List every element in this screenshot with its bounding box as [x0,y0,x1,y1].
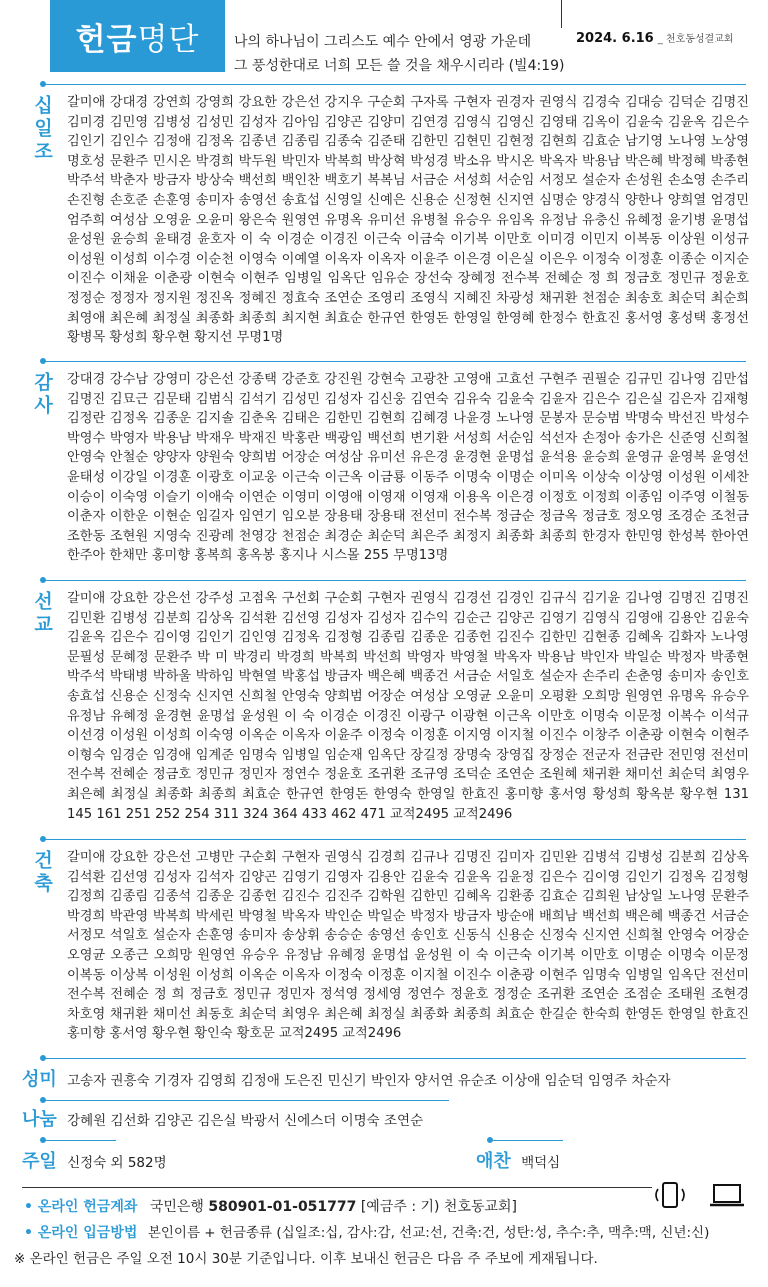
row-names: 백덕심 [521,1155,561,1171]
row-seongmi [22,1069,671,1092]
divider [491,1140,563,1141]
name-list: 강대경 강수남 강영미 강은선 강종택 강준호 강진원 강현숙 고광찬 고영애 고효선 구현주 권필순 김규민 김나영 김만섭 김명진 김묘근 김문태 김범식 김석기 김성민 김성자 김신웅 김연숙 김유숙 김윤숙 김윤자 김은수 김은실 김은자 김재형 김정란 김정옥 김종운 김지솔 김춘옥 김태은 김한민 김현희 김혜경 나윤경 노나영 문봉자 문승범 박명숙 박선진 박성수 박영수 박영자 박용남 박재우 박재진 박홍란 백광임 백선희 변기환 서성희 서순임 석선자 손정아 송가은 신준영 신희철 안영숙 안철순 양양자 양원숙 양희범 어장순 여성삼 유미선 유은경 윤경현 윤명섭 윤석용 윤승희 윤영규 윤영복 윤영선 윤태성 이강일 이경훈 이광호 이교웅 이근숙 이근옥 이금룡 이동주 이명숙 이명순 이미옥 이상숙 이상영 이성원 이세찬 이승이 이숙영 이슬기 이애숙 이연순 이영미 이영애 이영재 이영재 이용옥 이은경 이정호 이정희 이종임 이주영 이철동 이춘자 이한운 이현순 임길자 임연기 임오분 장용태 장용태 전선미 전수복 정금순 정금옥 정금호 정오영 조경순 조천금 조한동 조현원 지영숙 진광례 천영강 천점순 최경순 최순덕 최은주 최정지 최종화 최종희 한경자 한민영 한성복 한아연 한주아 한채만 홍미향 홍복희 홍옥봉 홍지나 시스몰 255 무명13명 [67,372,749,564]
divider [44,839,746,840]
section-label-text: 건축 [31,850,53,896]
scripture-verse [234,30,564,78]
account-bank: 국민은행 [149,1199,204,1215]
verse-line-2: 그 풍성한대로 너희 모든 쓸 것을 채우시리라 (빌4:19) [234,58,565,74]
divider [561,0,562,28]
section-label-text: 선교 [31,591,53,637]
divider [22,1187,652,1188]
section-label [22,95,62,168]
row-label: 나눔 [22,1109,57,1130]
account-label: • 온라인 헌금계좌 [24,1199,138,1215]
divider [44,84,746,85]
section-building [22,848,752,1058]
method-label: • 온라인 입금방법 [24,1225,138,1241]
section-label [22,591,62,641]
row-names: 강혜원 김선화 김양곤 김은실 박광서 신에스더 이명숙 조연순 [67,1113,424,1129]
title-bold: 헌금 [75,21,138,58]
name-list: 갈미애 강요한 강은선 강주성 고점옥 구선회 구순회 구현자 권영식 김경선 김경인 김규식 김기윤 김나영 김명진 김명진 김민환 김병성 김분희 김상옥 김석환 김선영 김성자 김성자 김수익 김순근 김양곤 김영기 김영식 김영애 김용안 김윤숙 김윤옥 김은수 김이영 김인기 김인영 김정옥 김정형 김종림 김종운 김종헌 김진수 김한민 김현종 김혜옥 김화자 노나영 문필성 문혜정 문환주 박 미 박경리 박경희 박복희 박선희 박영자 박영철 박옥자 박용남 박인자 박일순 박정자 박종현 박주석 박태병 박하울 박하임 박현열 박홍섭 방금자 백은혜 백종건 서금순 서일호 설순자 손주리 손춘영 송미자 송인호 송효섭 신용순 신정숙 신지연 신희철 안영숙 양희범 어장순 여성삼 오영균 오윤미 오평환 오희망 원영연 유명옥 유승우 유정남 유혜정 윤경현 윤명섭 윤성원 이 숙 이경순 이경진 이광구 이광현 이근옥 이만호 이명숙 이문정 이복수 이석규 이선경 이성원 이성희 이숙영 이옥순 이옥자 이윤주 이정숙 이정훈 이지영 이지철 이진수 이창주 이춘광 이현숙 이현주 이형숙 임경순 임경애 임계준 임명숙 임병일 임순재 임옥단 장길정 장명숙 장영집 장정순 전군자 전금란 전민영 전선미 전수복 전혜순 정금호 정민규 정민자 정연수 정윤호 조귀환 조규영 조덕순 조연순 조원혜 채귀환 채미선 최순덕 최영우 최은혜 최정실 최종화 최종희 최효순 한규연 한영돈 한영숙 한영일 한효진 홍미향 홍서영 황성희 황옥분 황우현 131 145 161 251 252 254 311 324 364 433 462 471 교적2495 교적2496 [67,591,749,822]
page-title [50,0,225,72]
divider [44,1058,746,1059]
section-tithe [22,93,752,355]
row-aechan [476,1151,560,1174]
row-label: 성미 [22,1069,57,1090]
header [0,0,768,80]
section-thanksgiving [22,370,752,570]
name-list: 갈미애 강요한 강은선 고병만 구순회 구현자 권영식 김경희 김규나 김명진 김미자 김민완 김병석 김병성 김분희 김상옥 김석환 김선영 김성자 김석자 김양곤 김영기 김영자 김용안 김윤숙 김윤옥 김윤정 김은수 김이영 김인기 김정옥 김정형 김정희 김종림 김종석 김종운 김종헌 김진수 김진주 김학원 김한민 김혜옥 김환종 김효순 김희원 남상일 노나영 문환주 박경희 박관영 박복희 박세린 박영철 박옥자 박인순 박일순 박정자 방금자 방순애 배희남 백선희 백은혜 백종건 서금순 서정모 석일호 설순자 손훈영 송미자 송상휘 송승순 송영선 송인호 신동식 신용순 신정숙 신지연 신희철 안영숙 어장순 오영균 오종근 오희망 원영연 유승우 유정남 유혜정 윤명섭 윤성원 이 숙 이근숙 이기복 이만호 이명순 이명숙 이문정 이복동 이상복 이성원 이성희 이옥순 이옥자 이정숙 이정훈 이지철 이진수 이춘광 이현주 임명숙 임병일 임옥단 전선미 전수복 전혜순 정 희 정금호 정민규 정민자 정석영 정세영 정연수 정윤호 정정순 조귀환 조연순 조점순 조태원 조현경 차호영 채귀환 채미선 최동호 최순덕 최영우 최은혜 최정실 최종화 최종희 최효순 한길순 한숙희 한영돈 한영일 한효진 홍미향 홍서영 황우현 황인숙 황호문 교적2495 교적2496 [67,850,749,1042]
divider [44,1140,116,1141]
church-name-text: 천호동성결교회 [665,34,734,45]
online-account [24,1194,764,1220]
date: 2024. 6.16 [576,31,654,46]
divider [44,1100,449,1101]
account-holder: [예금주 : 기) 천호동교회] [360,1199,518,1215]
church-name: _ 천호동성결교회 [657,34,734,45]
section-label [22,372,62,422]
section-label-text: 십일조 [31,95,53,164]
title-rest: 명단 [137,21,200,58]
row-names: 고송자 권흥숙 기경자 김영희 김정애 도은진 민신기 박인자 양서연 유순조 이상애 임순덕 임영주 차순자 [67,1073,671,1089]
footer [14,1194,764,1272]
section-label-text: 감사 [31,372,53,418]
name-list: 갈미애 강대경 강연희 강영희 강요한 강은선 강지우 구순회 구자록 구현자 권경자 권영식 김경숙 김대승 김덕순 김명진 김미경 김민영 김병성 김성민 김성자 김아임 김양곤 김양미 김연경 김영식 김영신 김영태 김옥이 김윤숙 김윤옥 김은수 김인기 김인수 김정애 김정옥 김종년 김종림 김종숙 김준태 김한민 김현민 김현정 김현희 김효순 남기영 노나영 노상영 명호성 문환주 민시온 박경희 박두원 박민자 박복희 박상혁 박성경 박소유 박시온 박옥자 박용남 박은혜 박정혜 박종현 박주석 박춘자 방금자 방상숙 백선희 백인찬 백호기 복복님 서금순 서성희 서순임 서정모 설순자 손성원 손소영 손주리 손진형 손호준 손훈영 송미자 송영선 송효섭 신영일 신예은 신용순 신정현 신지연 심명순 양경식 양한나 양희열 엄경민 엄주희 여성삼 오영윤 오윤미 왕은숙 원영연 유명옥 유미선 유병철 유승우 유임옥 유정남 유충신 유혜정 윤기병 윤명섭 윤성원 윤승희 윤태경 윤호자 이 숙 이경순 이경진 이근숙 이금숙 이기복 이만호 이미경 이민지 이복동 이상원 이성규 이성원 이성희 이수경 이순천 이영숙 이예열 이옥자 이옥자 이윤주 이은경 이은실 이은우 이정숙 이정훈 이종순 이지순 이진수 이채윤 이춘광 이현숙 이현주 임병일 임옥단 임유순 장선숙 장혜정 전수복 전혜순 정 희 정금호 정민규 정윤호 정정순 정정자 정지원 정진옥 정혜진 정효숙 조연순 조영리 조영식 지혜진 차광성 채귀환 천점순 최송호 최순덕 최순희 최영애 최은혜 최정실 최종화 최종희 최지현 최효순 한규연 한영돈 한영일 한영혜 한정수 한효진 홍서영 홍성택 홍정선 황병목 황성희 황우현 황지선 무명1명 [67,95,749,346]
section-label [22,850,62,900]
row-label: 주일 [22,1151,57,1172]
section-mission [22,589,752,829]
verse-line-1: 나의 하나님이 그리스도 예수 안에서 영광 가운데 [234,34,532,50]
divider [44,361,746,362]
row-label: 애찬 [476,1151,511,1172]
divider [44,580,746,581]
online-method [24,1220,764,1246]
notice: ※ 온라인 헌금은 주일 오전 10시 30분 기준입니다. 이후 보내신 헌금은 다음 주 주보에 게재됩니다. [14,1251,598,1267]
row-juil [22,1151,167,1174]
account-number: 580901-01-051777 [208,1199,357,1215]
row-nanum [22,1109,423,1132]
date-line [576,30,734,46]
row-names: 신정숙 외 582명 [67,1155,167,1171]
method-text: 본인이름 + 헌금종류 (십일조:십, 감사:감, 선교:선, 건축:건, 성탄:성, 추수:추, 맥추:맥, 신년:신) [147,1225,710,1241]
